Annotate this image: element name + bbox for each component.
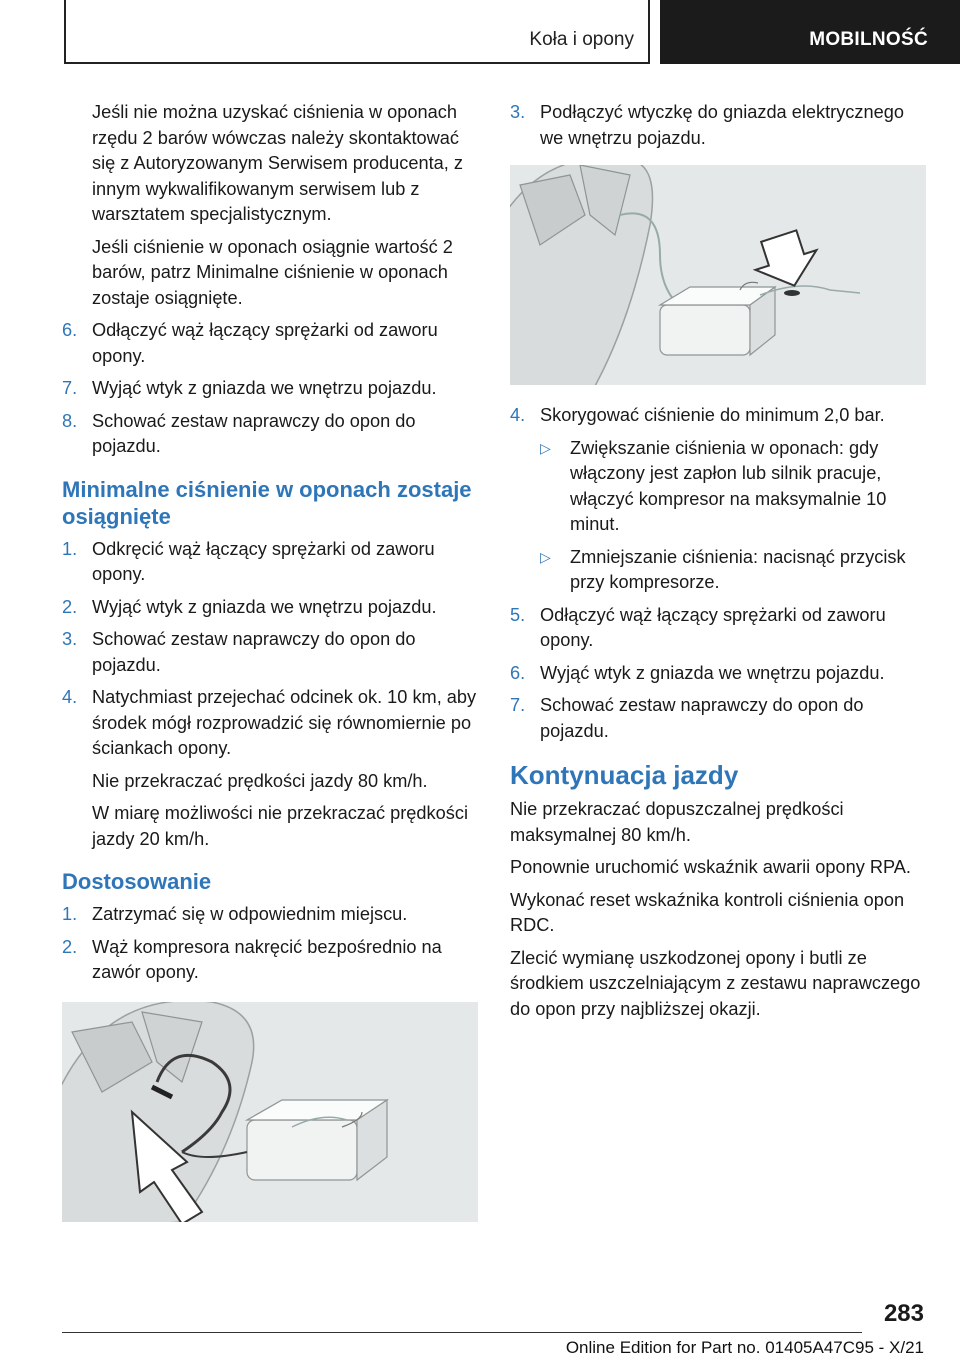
step-number: 6.	[510, 662, 526, 683]
step-text: Natychmiast przejechać odcinek ok. 10 km, aby środek mógł rozprowadzić się równomiernie po ściankach opony.	[92, 687, 477, 758]
intro-paragraph: Jeśli nie można uzyskać ciśnienia w oponach rzędu 2 barów wówczas należy skontaktować się z Autoryzowanym Serwisem producenta, z innym wykwalifikowanym serwisem lub z warsztatem specjalistycznym.	[92, 102, 463, 224]
footer-divider	[62, 1332, 862, 1333]
step-text: Odłączyć wąż łączący sprężarki od zaworu opony.	[92, 320, 438, 366]
intro-paragraph: Jeśli ciśnienie w oponach osiągnie wartość 2 barów, patrz Minimalne ciśnienie w oponach zostaje osiągnięte.	[92, 236, 453, 308]
step-text: Schować zestaw naprawczy do opon do pojazdu.	[92, 410, 416, 456]
step-note: Nie przekraczać prędkości jazdy 80 km/h.	[92, 770, 428, 791]
sub-item	[510, 436, 926, 538]
step-item	[62, 318, 478, 369]
step-text: Wyjąć wtyk z gniazda we wnętrzu pojazdu.	[92, 378, 437, 398]
triangle-right-icon: ▷	[540, 548, 551, 565]
sub-text: Zmniejszanie ciśnienia: nacisnąć przycisk przy kompresorze.	[570, 546, 906, 592]
triangle-right-icon: ▷	[540, 439, 551, 456]
body-paragraph: Zlecić wymianę uszkodzonej opony i butli ze środkiem uszczelniającym z zestawu naprawczego do opon przy najbliższej okazji.	[510, 947, 921, 1019]
sub-item	[510, 545, 926, 596]
right-column	[510, 100, 926, 1029]
step-number: 2.	[62, 936, 78, 957]
section-title: MOBILNOŚĆ	[809, 29, 928, 50]
step-item	[62, 902, 478, 928]
step-item	[510, 403, 926, 429]
step-text: Schować zestaw naprawczy do opon do pojazdu.	[540, 695, 864, 741]
step-item	[62, 409, 478, 460]
page-footer	[0, 1300, 960, 1362]
step-text: Skorygować ciśnienie do minimum 2,0 bar.	[540, 405, 885, 425]
step-item	[62, 685, 478, 762]
section-tab	[660, 0, 960, 64]
section-heading-min-pressure: Minimalne ciśnienie w oponach zostaje osiągnięte	[62, 476, 472, 529]
step-text: Odkręcić wąż łączący sprężarki od zaworu opony.	[92, 538, 435, 584]
step-text: Wąż kompresora nakręcić bezpośrednio na zawór opony.	[92, 936, 442, 982]
step-text: Zatrzymać się w odpowiednim miejscu.	[92, 904, 408, 924]
step-text: Wyjąć wtyk z gniazda we wnętrzu pojazdu.	[540, 662, 885, 683]
edition-note: Online Edition for Part no. 01405A47C95 - X/21	[565, 1338, 924, 1357]
step-number: 2.	[62, 596, 78, 617]
body-paragraph: Wykonać reset wskaźnika kontroli ciśnienia opon RDC.	[510, 889, 905, 935]
step-item	[510, 603, 926, 654]
body-paragraph: Ponownie uruchomić wskaźnik awarii opony RPA.	[510, 857, 911, 877]
compressor-hose-on-valve-illustration	[62, 1002, 478, 1222]
step-item	[510, 693, 926, 744]
step-number: 1.	[62, 904, 78, 924]
page-number: 283	[883, 1300, 924, 1327]
step-number: 6.	[62, 320, 78, 340]
figure-plug-socket	[510, 165, 926, 385]
step-number: 3.	[62, 629, 78, 649]
body-paragraph: Nie przekraczać dopuszczalnej prędkości maksymalnej 80 km/h.	[510, 799, 844, 845]
step-item	[510, 661, 926, 687]
step-text: Podłączyć wtyczkę do gniazda elektrycznego we wnętrzu pojazdu.	[540, 102, 904, 148]
compressor-plug-illustration	[510, 165, 926, 385]
step-item	[62, 627, 478, 678]
step-text: Wyjąć wtyk z gniazda we wnętrzu pojazdu.	[92, 596, 437, 617]
step-text: Schować zestaw naprawczy do opon do pojazdu.	[92, 629, 416, 675]
step-number: 3.	[510, 102, 526, 122]
step-number: 4.	[510, 405, 526, 425]
step-number: 5.	[510, 604, 526, 625]
step-number: 4.	[62, 687, 78, 707]
step-text: Odłączyć wąż łączący sprężarki od zaworu opony.	[540, 604, 886, 650]
step-item	[510, 100, 926, 151]
step-item	[62, 595, 478, 621]
step-note: W miarę możliwości nie przekraczać prędkości jazdy 20 km/h.	[92, 803, 468, 849]
sub-text: Zwiększanie ciśnienia w oponach: gdy włączony jest zapłon lub silnik pracuje, włączyć kompresor na maksymalnie 10 minut.	[570, 437, 887, 534]
step-number: 7.	[510, 695, 526, 715]
step-number: 8.	[62, 410, 78, 431]
figure-hose-on-valve	[62, 1002, 478, 1222]
chapter-box	[64, 0, 650, 64]
step-item	[62, 376, 478, 402]
section-heading-continue: Kontynuacja jazdy	[510, 760, 739, 790]
step-item	[62, 935, 478, 986]
step-number: 1.	[62, 538, 78, 559]
step-item	[62, 537, 478, 588]
left-column	[62, 100, 478, 1240]
section-heading-adjust: Dostosowanie	[62, 869, 212, 894]
step-number: 7.	[62, 378, 78, 398]
chapter-title: Koła i opony	[529, 29, 634, 50]
page-header	[0, 0, 960, 66]
